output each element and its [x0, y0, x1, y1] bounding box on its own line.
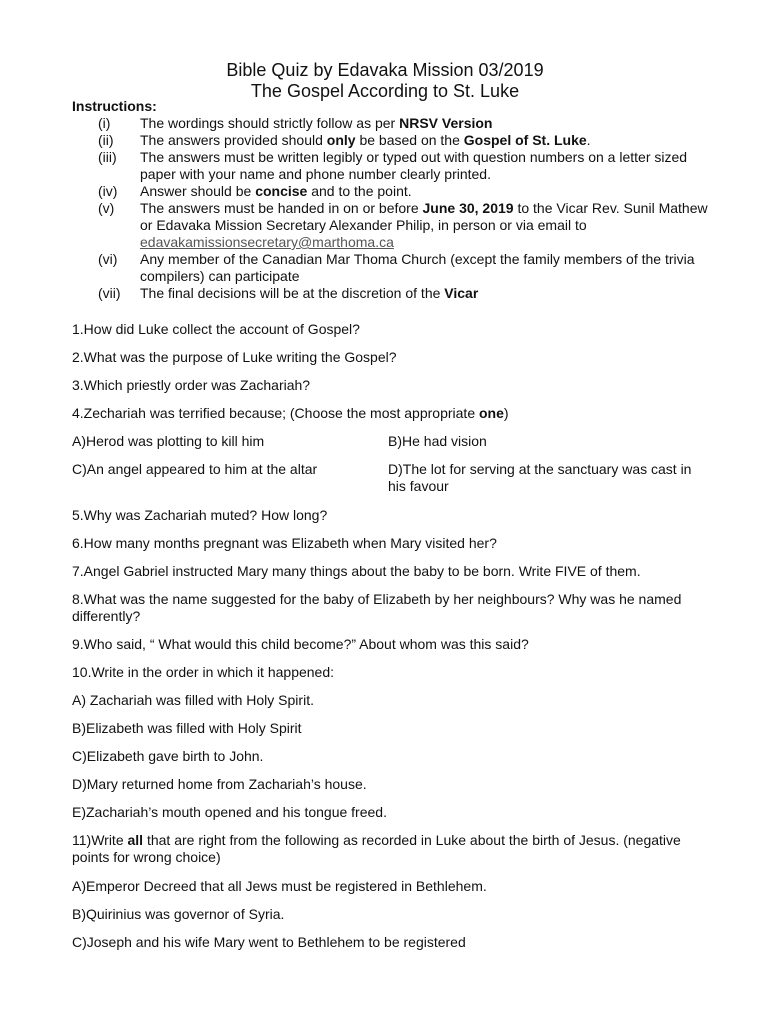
instruction-number: (v)	[98, 200, 115, 216]
question-8: 8.What was the name suggested for the baby of Elizabeth by her neighbours? Why was he named differently?	[72, 591, 682, 624]
question-10: 10.Write in the order in which it happened:	[72, 664, 335, 680]
instruction-number: (iii)	[98, 149, 117, 165]
instruction-item	[72, 115, 712, 132]
instructions-heading: Instructions:	[72, 98, 157, 114]
instruction-item	[72, 149, 712, 183]
instruction-text: Answer should be concise and to the point.	[140, 183, 412, 199]
question-5: 5.Why was Zachariah muted? How long?	[72, 507, 328, 523]
instructions-list	[72, 115, 712, 302]
instruction-item	[72, 132, 712, 149]
page-title: Bible Quiz by Edavaka Mission 03/2019	[226, 60, 544, 80]
instruction-number: (i)	[98, 115, 111, 131]
instruction-text: The wordings should strictly follow as per NRSV Version	[140, 115, 493, 131]
instruction-text: Any member of the Canadian Mar Thoma Church (except the family members of the trivia compilers) can participate	[140, 251, 695, 284]
instruction-number: (iv)	[98, 183, 118, 199]
question-10-item-b: B)Elizabeth was filled with Holy Spirit	[72, 720, 302, 736]
instruction-number: (vii)	[98, 285, 121, 301]
question-11-option-c: C)Joseph and his wife Mary went to Bethlehem to be registered	[72, 934, 466, 950]
question-10-item-c: C)Elizabeth gave birth to John.	[72, 748, 264, 764]
secretary-email-link[interactable]: edavakamissionsecretary@marthoma.ca	[140, 234, 394, 250]
instruction-text: The final decisions will be at the discretion of the Vicar	[140, 285, 479, 301]
question-10-item-d: D)Mary returned home from Zachariah’s house.	[72, 776, 367, 792]
question-4-option-c: C)An angel appeared to him at the altar	[72, 461, 318, 477]
question-2: 2.What was the purpose of Luke writing the Gospel?	[72, 349, 397, 365]
page-subtitle: The Gospel According to St. Luke	[250, 81, 520, 101]
instruction-item	[72, 183, 712, 200]
instruction-number: (ii)	[98, 132, 114, 148]
question-3: 3.Which priestly order was Zachariah?	[72, 377, 311, 393]
question-6: 6.How many months pregnant was Elizabeth when Mary visited her?	[72, 535, 497, 551]
instruction-text: The answers provided should only be based on the Gospel of St. Luke.	[140, 132, 591, 148]
question-4-option-b: B)He had vision	[388, 433, 487, 449]
question-11-option-a: A)Emperor Decreed that all Jews must be registered in Bethlehem.	[72, 878, 487, 894]
question-4-option-a: A)Herod was plotting to kill him	[72, 433, 265, 449]
question-11: 11)Write all that are right from the following as recorded in Luke about the birth of Jesus. (negative points for wrong choice)	[72, 832, 681, 865]
instruction-text: The answers must be written legibly or typed out with question numbers on a letter sized paper with your name and phone number clearly printed.	[140, 149, 688, 182]
question-7: 7.Angel Gabriel instructed Mary many things about the baby to be born. Write FIVE of them.	[72, 563, 641, 579]
question-10-item-a: A) Zachariah was filled with Holy Spirit.	[72, 692, 314, 708]
question-4-option-d: D)The lot for serving at the sanctuary was cast in his favour	[388, 461, 692, 494]
question-4: 4.Zechariah was terrified because; (Choose the most appropriate one)	[72, 405, 509, 421]
instruction-text: The answers must be handed in on or before June 30, 2019 to the Vicar Rev. Sunil Mathew or Edavaka Mission Secretary Alexander Philip, in person or via email to edavakamissionsecretary@marthoma.ca	[140, 200, 708, 250]
instruction-item	[72, 200, 712, 251]
question-9: 9.Who said, “ What would this child become?” About whom was this said?	[72, 636, 529, 652]
instruction-item	[72, 285, 712, 302]
question-1: 1.How did Luke collect the account of Gospel?	[72, 321, 360, 337]
instruction-item	[72, 251, 712, 285]
question-10-item-e: E)Zachariah’s mouth opened and his tongue freed.	[72, 804, 387, 820]
instruction-number: (vi)	[98, 251, 118, 267]
question-11-option-b: B)Quirinius was governor of Syria.	[72, 906, 285, 922]
